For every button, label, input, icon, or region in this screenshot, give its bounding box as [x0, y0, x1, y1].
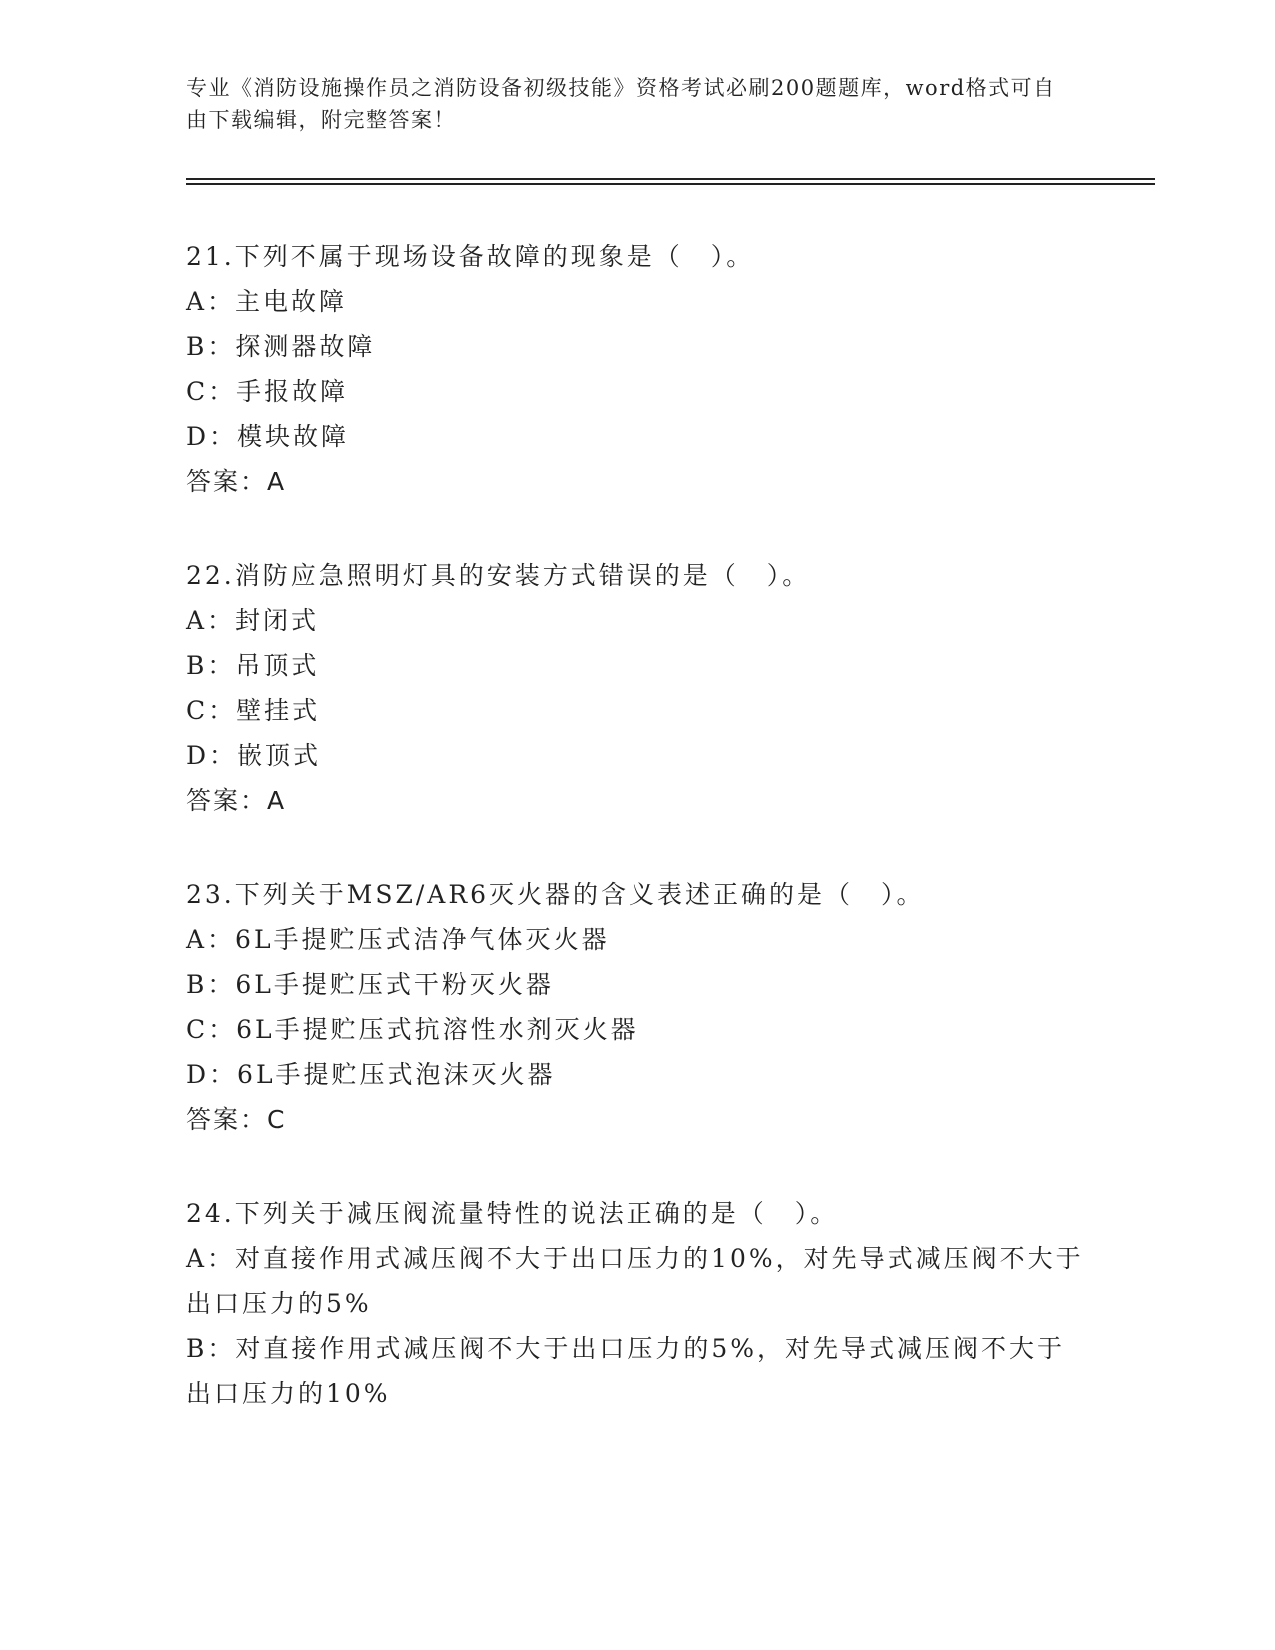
option-c: C：壁挂式 [186, 696, 321, 725]
document-header: 专业《消防设施操作员之消防设备初级技能》资格考试必刷200题题库，word格式可自由下载编辑，附完整答案！ [186, 76, 1056, 132]
option-d: D：6L手提贮压式泡沫灭火器 [186, 1060, 556, 1089]
answer: 答案：A [186, 786, 287, 815]
header-divider-top [186, 178, 1155, 180]
question-stem: 21.下列不属于现场设备故障的现象是（ ）。 [186, 242, 755, 271]
question-stem: 24.下列关于减压阀流量特性的说法正确的是（ ）。 [186, 1199, 839, 1228]
option-d: D：嵌顶式 [186, 741, 322, 770]
option-b: B：对直接作用式减压阀不大于出口压力的5%，对先导式减压阀不大于出口压力的10% [186, 1334, 1066, 1408]
header-divider-bottom [186, 183, 1155, 185]
option-a: A：对直接作用式减压阀不大于出口压力的10%，对先导式减压阀不大于出口压力的5% [186, 1244, 1084, 1318]
question-21 [186, 234, 1086, 504]
option-b: B：探测器故障 [186, 332, 376, 361]
option-d: D：模块故障 [186, 422, 350, 451]
question-stem: 22.消防应急照明灯具的安装方式错误的是（ ）。 [186, 561, 811, 590]
option-a: A：主电故障 [186, 287, 348, 316]
question-22 [186, 553, 1086, 823]
option-b: B：6L手提贮压式干粉灭火器 [186, 970, 554, 999]
question-stem: 23.下列关于MSZ/AR6灭火器的含义表述正确的是（ ）。 [186, 880, 925, 909]
option-b: B：吊顶式 [186, 651, 320, 680]
question-24 [186, 1191, 1086, 1416]
question-23 [186, 872, 1086, 1142]
option-c: C：手报故障 [186, 377, 349, 406]
answer: 答案：C [186, 1105, 287, 1134]
option-c: C：6L手提贮压式抗溶性水剂灭火器 [186, 1015, 639, 1044]
option-a: A：6L手提贮压式洁净气体灭火器 [186, 925, 610, 954]
answer: 答案：A [186, 467, 287, 496]
option-a: A：封闭式 [186, 606, 320, 635]
